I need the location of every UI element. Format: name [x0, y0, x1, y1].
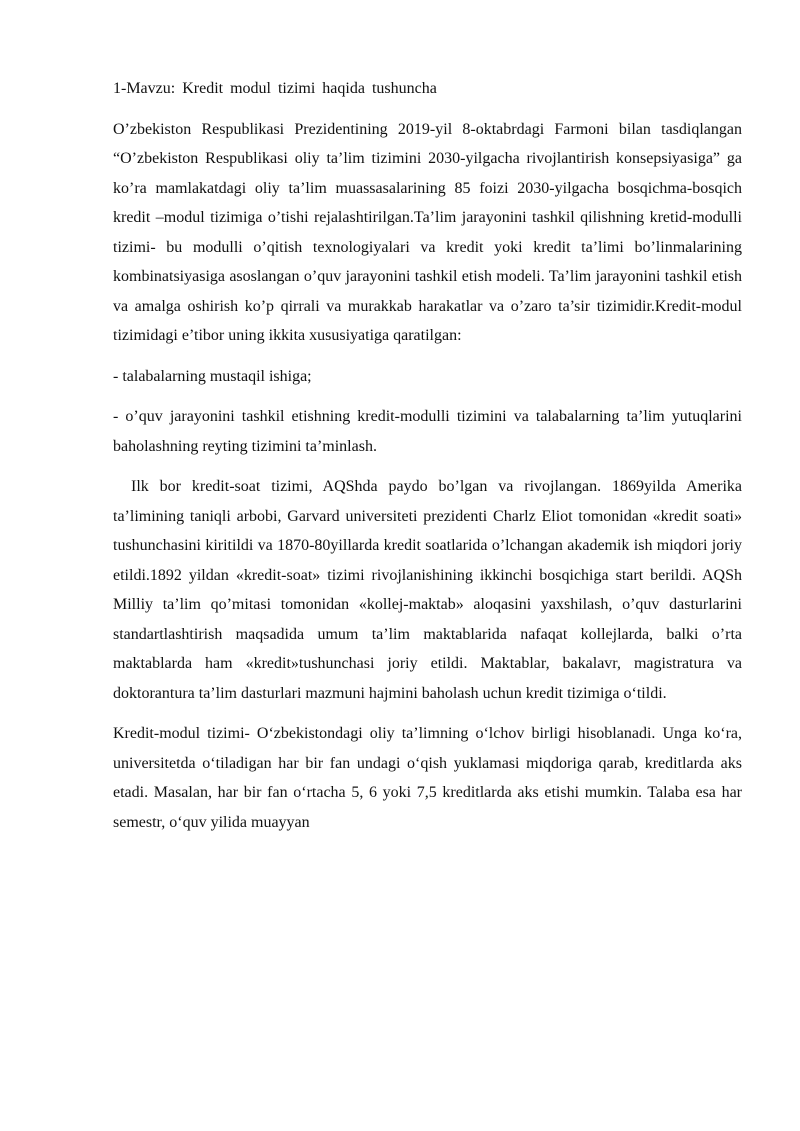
bullet-item-independent-work: - talabalarning mustaqil ishiga; — [113, 367, 312, 385]
bullet-item-credit-module-system: - o’quv jarayonini tashkil etishning kredit-modulli tizimini va talabalarning ta’lim yutuqlarini baholashning reyting tizimini ta’minlash. — [113, 408, 742, 455]
document-title: 1-Mavzu: Kredit modul tizimi haqida tushuncha — [113, 80, 437, 97]
paragraph-intro: O’zbekiston Respublikasi Prezidentining 2019-yil 8-oktabrdagi Farmoni bilan tasdiqlangan “O’zbekiston Respublikasi oliy ta’lim tizimini 2030-yilgacha rivojlantirish konsepsiyasiga” ga ko’ra mamlakatdagi oliy ta’lim muassasalarining 85 foizi 2030-yilgacha bosqichma-bosqich kredit –modul tizimiga o’tishi rejalashtirilgan.Ta’lim jarayonini tashkil qilishning kretid-modulli tizimi- bu modulli o’qitish texnologiyalari va kredit yoki kredit ta’limi bo’linmalarining kombinatsiyasiga asoslangan o’quv jarayonini tashkil etish modeli. Ta’lim jarayonini tashkil etish va amalga oshirish ko’p qirrali va murakkab harakatlar va o’zaro ta’sir tizimidir.Kredit-modul tizimidagi e’tibor uning ikkita xususiyatiga qaratilgan: — [113, 120, 742, 344]
paragraph-uzbekistan-credit: Kredit-modul tizimi- O‘zbekistondagi oliy ta’limning o‘lchov birligi hisoblanadi. Unga ko‘ra, universitetda o‘tiladigan har bir fan undagi o‘qish yuklamasi miqdoriga qarab, kreditlarda aks etadi. Masalan, har bir fan o‘rtacha 5, 6 yoki 7,5 kreditlarda aks etishi mumkin. Talaba esa har semestr, o‘quv yilida muayyan — [113, 725, 742, 831]
document-page — [113, 74, 742, 848]
paragraph-history: Ilk bor kredit-soat tizimi, AQShda paydo bo’lgan va rivojlangan. 1869yilda Amerika ta’limining taniqli arbobi, Garvard universiteti prezidenti Charlz Eliot tomonidan «kredit soati» tushunchasini kiritildi va 1870-80yillarda kredit soatlarida o’lchangan akademik ish miqdori joriy etildi.1892 yildan «kredit-soat» tizimi rivojlanishining ikkinchi bosqichiga start berildi. AQSh Milliy ta’lim qo’mitasi tomonidan «kollej-maktab» aloqasini yaxshilash, o’quv dasturlarini standartlashtirish maqsadida umum ta’lim maktablarida nafaqat kollejlarda, balki o’rta maktablarda ham «kredit»tushunchasi joriy etildi. Maktablar, bakalavr, magistratura va doktorantura ta’lim dasturlari mazmuni hajmini baholash uchun kredit tizimiga o‘tildi. — [113, 478, 742, 702]
